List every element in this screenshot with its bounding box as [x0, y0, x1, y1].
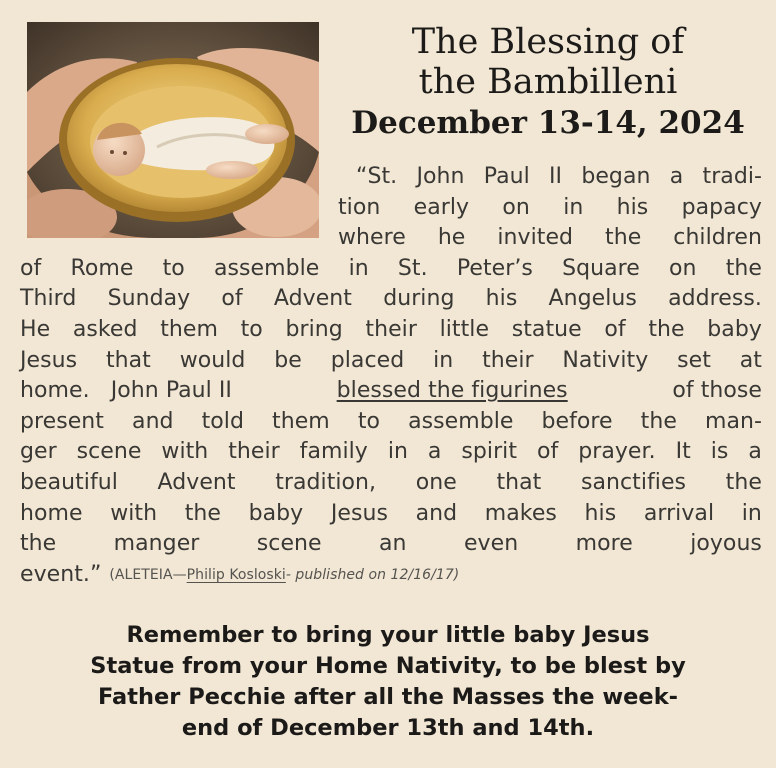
quote-line	[20, 407, 762, 438]
quote-word: them	[160, 316, 218, 342]
quote-word: Angelus	[548, 286, 637, 312]
quote-word: joyous	[690, 531, 762, 557]
quote-word: sanctifies	[580, 469, 687, 495]
quote-word: assemble	[214, 255, 320, 281]
quote-line-link	[20, 376, 762, 407]
quote-word: Advent	[273, 286, 352, 312]
quote-line	[20, 284, 762, 315]
notice-line-3: Father Pecchie after all the Masses the week-	[98, 684, 678, 710]
quote-word: a	[427, 439, 442, 465]
quote-word: Advent	[157, 469, 236, 495]
quote-word: He	[20, 316, 51, 342]
quote-word: manger	[113, 531, 200, 557]
article-credit	[109, 560, 459, 591]
quote-word: of	[221, 286, 243, 312]
notice-line-2: Statue from your Home Nativity, to be blest by	[90, 653, 686, 679]
quote-line	[20, 468, 762, 499]
quote-word: in	[348, 255, 369, 281]
quote-word: John	[416, 164, 465, 189]
quote-word: Paul	[483, 164, 530, 189]
credit-published: - published on 12/16/17)	[285, 566, 460, 583]
quote-word: invited	[497, 225, 574, 251]
quote-word: before	[541, 408, 613, 434]
quote-word: scene	[76, 439, 142, 465]
quote-word: asked	[72, 316, 138, 342]
quote-word: the	[725, 469, 762, 495]
quote-word: of	[20, 255, 42, 281]
quote-line-last	[20, 560, 762, 591]
quote-word: even	[463, 531, 519, 557]
quote-end: event.”	[20, 561, 102, 587]
quote-word: placed	[330, 347, 405, 373]
quote-word: that	[105, 347, 151, 373]
quote-word: “St.	[356, 164, 398, 189]
quote-word: Jesus	[330, 500, 388, 526]
quote-word: of	[536, 439, 559, 465]
quote-word: that	[496, 469, 542, 495]
quote-line	[20, 346, 762, 377]
quote-body	[20, 162, 762, 590]
quote-line	[20, 254, 762, 285]
quote-word: in	[563, 194, 584, 220]
quote-word: tradition,	[275, 469, 377, 495]
credit-source: (ALETEIA—	[109, 566, 187, 583]
quote-word: It	[675, 439, 691, 465]
quote-word: the	[725, 255, 762, 281]
quote-word: during	[383, 286, 455, 312]
quote-word: the	[20, 531, 57, 557]
quote-word: set	[677, 347, 711, 373]
quote-word: a	[748, 439, 762, 465]
quote-line	[20, 193, 762, 224]
quote-word: would	[179, 347, 246, 373]
quote-word: Nativity	[562, 347, 649, 373]
quote-word: to	[240, 316, 263, 342]
quote-word: in	[741, 500, 762, 526]
quote-word: on	[669, 255, 697, 281]
quote-line	[20, 437, 762, 468]
quote-word: his	[584, 500, 617, 526]
quote-word: the	[605, 225, 642, 251]
quote-word: to	[357, 408, 381, 434]
event-date: December 13-14, 2024	[351, 105, 745, 141]
quote-word: address.	[668, 286, 762, 312]
quote-word: bring	[285, 316, 343, 342]
quote-word: scene	[256, 531, 322, 557]
quote-word: ger	[20, 439, 57, 465]
quote-word: his	[485, 286, 518, 312]
quote-word: Sunday	[107, 286, 191, 312]
article-title	[338, 22, 758, 142]
quote-word: and	[132, 408, 174, 434]
quote-word: prayer.	[578, 439, 656, 465]
quote-word: home	[20, 500, 83, 526]
quote-word: and	[415, 500, 458, 526]
blessed-figurines-link[interactable]: blessed the figurines	[336, 378, 568, 404]
quote-line	[20, 315, 762, 346]
quote-line	[20, 499, 762, 530]
quote-word: the	[640, 408, 677, 434]
quote-word: Rome	[70, 255, 134, 281]
quote-line	[20, 223, 762, 254]
reminder-notice	[20, 620, 756, 744]
quote-word: an	[379, 531, 407, 557]
quote-word: early	[413, 194, 470, 220]
quote-word: them	[272, 408, 330, 434]
quote-word: Third	[20, 286, 77, 312]
quote-line	[20, 529, 762, 560]
quote-word: is	[710, 439, 729, 465]
quote-word: told	[201, 408, 244, 434]
quote-line	[20, 162, 762, 193]
quote-word: St.	[397, 255, 428, 281]
notice-line-4: end of December 13th and 14th.	[181, 715, 595, 741]
quote-word: man-	[704, 408, 762, 434]
quote-word: with	[110, 500, 158, 526]
quote-word: more	[575, 531, 633, 557]
quote-word: papacy	[681, 194, 762, 220]
quote-word: he	[437, 225, 466, 251]
quote-word: beautiful	[20, 469, 118, 495]
title-line-2: the Bambilleni	[418, 62, 678, 102]
quote-word: the	[648, 316, 685, 342]
quote-word: a	[669, 164, 684, 189]
quote-word: arrival	[643, 500, 715, 526]
quote-word: their	[228, 439, 280, 465]
quote-word: to	[162, 255, 185, 281]
quote-line-8a: home. John Paul II	[20, 378, 232, 404]
quote-word: II	[549, 164, 563, 189]
quote-word: in	[433, 347, 454, 373]
quote-word: children	[673, 225, 762, 251]
quote-word: tion	[338, 194, 381, 220]
quote-word: Square	[562, 255, 640, 281]
quote-word: the	[184, 500, 221, 526]
quote-word: baby	[707, 316, 762, 342]
quote-word: at	[739, 347, 762, 373]
quote-word: makes	[484, 500, 557, 526]
quote-word: assemble	[408, 408, 514, 434]
quote-word: little	[439, 316, 490, 342]
quote-word: spirit	[461, 439, 518, 465]
quote-word: statue	[511, 316, 582, 342]
quote-word: be	[274, 347, 302, 373]
quote-word: their	[482, 347, 534, 373]
notice-line-1: Remember to bring your little baby Jesus	[126, 622, 650, 648]
quote-word: with	[161, 439, 209, 465]
quote-word: Jesus	[20, 347, 78, 373]
quote-word: Peter’s	[456, 255, 533, 281]
quote-word: their	[365, 316, 417, 342]
title-line-1: The Blessing of	[411, 22, 685, 62]
quote-word: where	[338, 225, 406, 251]
credit-author-link[interactable]: Philip Kosloski	[186, 566, 286, 583]
quote-word: one	[415, 469, 457, 495]
quote-line-8b: of those	[672, 378, 762, 404]
quote-word: his	[616, 194, 649, 220]
quote-word: in	[387, 439, 408, 465]
quote-word: of	[604, 316, 626, 342]
quote-word: began	[581, 164, 651, 189]
quote-word: family	[299, 439, 368, 465]
quote-word: present	[20, 408, 104, 434]
quote-word: tradi-	[702, 164, 762, 189]
quote-word: on	[502, 194, 530, 220]
quote-word: baby	[248, 500, 304, 526]
